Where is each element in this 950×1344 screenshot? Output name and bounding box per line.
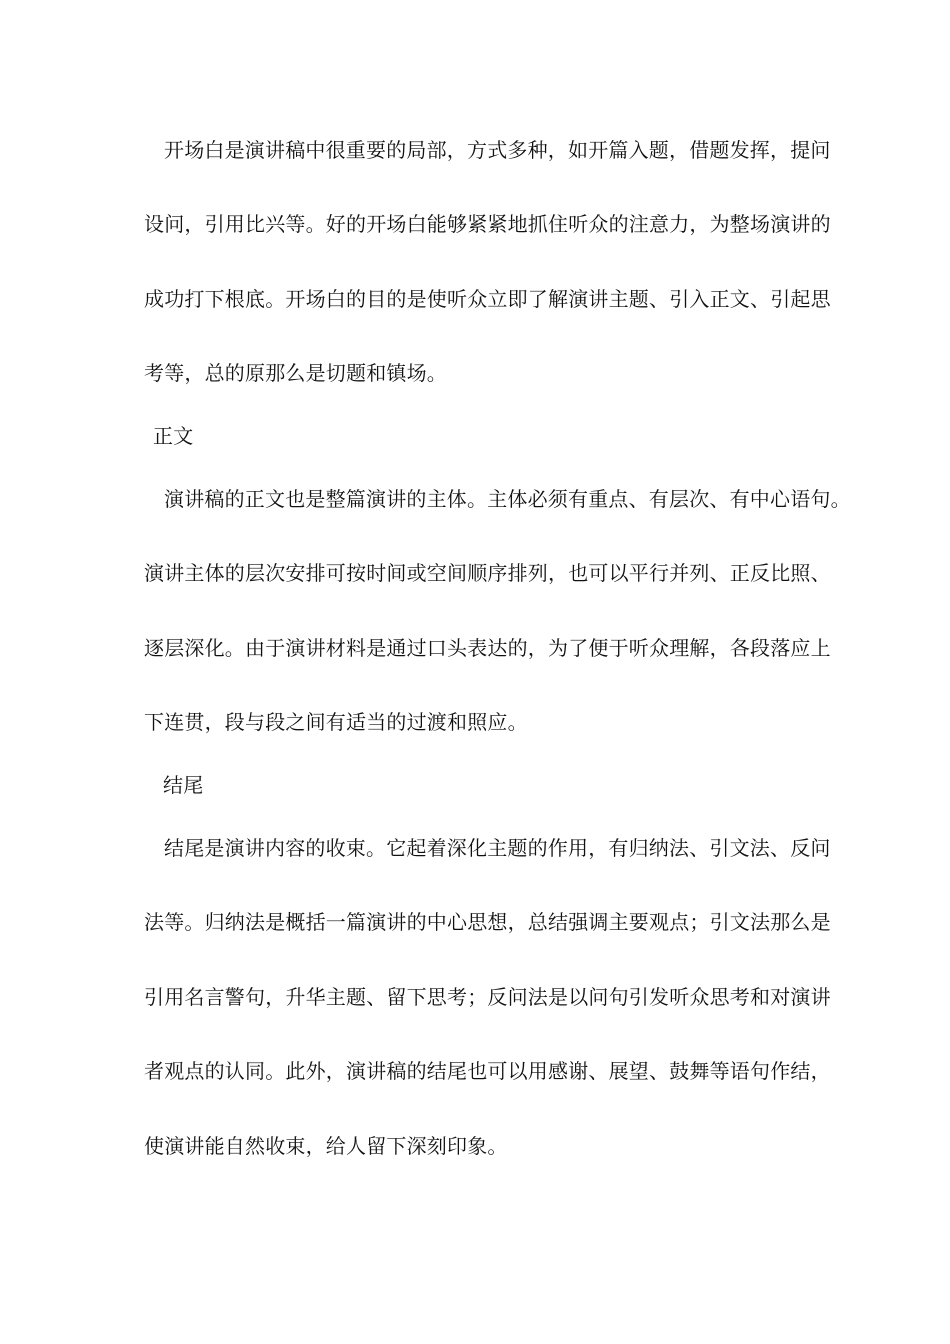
ending-paragraph-line: 法等。归纳法是概括一篇演讲的中心思想，总结强调主要观点；引文法那么是 [144, 910, 831, 934]
intro-paragraph-line: 成功打下根底。开场白的目的是使听众立即了解演讲主题、引入正文、引起思 [144, 287, 831, 311]
ending-paragraph-line: 结尾是演讲内容的收束。它起着深化主题的作用，有归纳法、引文法、反问 [164, 836, 831, 860]
ending-paragraph-line: 引用名言警句，升华主题、留下思考；反问法是以问句引发听众思考和对演讲 [144, 985, 831, 1009]
intro-paragraph-line: 考等，总的原那么是切题和镇场。 [144, 361, 447, 385]
ending-paragraph-line: 使演讲能自然收束，给人留下深刻印象。 [144, 1134, 508, 1158]
body-paragraph-line: 演讲稿的正文也是整篇演讲的主体。主体必须有重点、有层次、有中心语句。 [164, 487, 851, 511]
section-heading-body: 正文 [153, 424, 194, 448]
ending-paragraph-line: 者观点的认同。此外，演讲稿的结尾也可以用感谢、展望、鼓舞等语句作结， [144, 1059, 831, 1083]
section-heading-ending: 结尾 [163, 773, 204, 797]
body-paragraph-line: 演讲主体的层次安排可按时间或空间顺序排列，也可以平行并列、正反比照、 [144, 561, 831, 585]
body-paragraph-line: 下连贯，段与段之间有适当的过渡和照应。 [144, 710, 528, 734]
intro-paragraph-line: 设问，引用比兴等。好的开场白能够紧紧地抓住听众的注意力，为整场演讲的 [144, 212, 831, 236]
body-paragraph-line: 逐层深化。由于演讲材料是通过口头表达的，为了便于听众理解，各段落应上 [144, 636, 831, 660]
intro-paragraph-line: 开场白是演讲稿中很重要的局部，方式多种，如开篇入题，借题发挥，提问 [164, 138, 831, 162]
